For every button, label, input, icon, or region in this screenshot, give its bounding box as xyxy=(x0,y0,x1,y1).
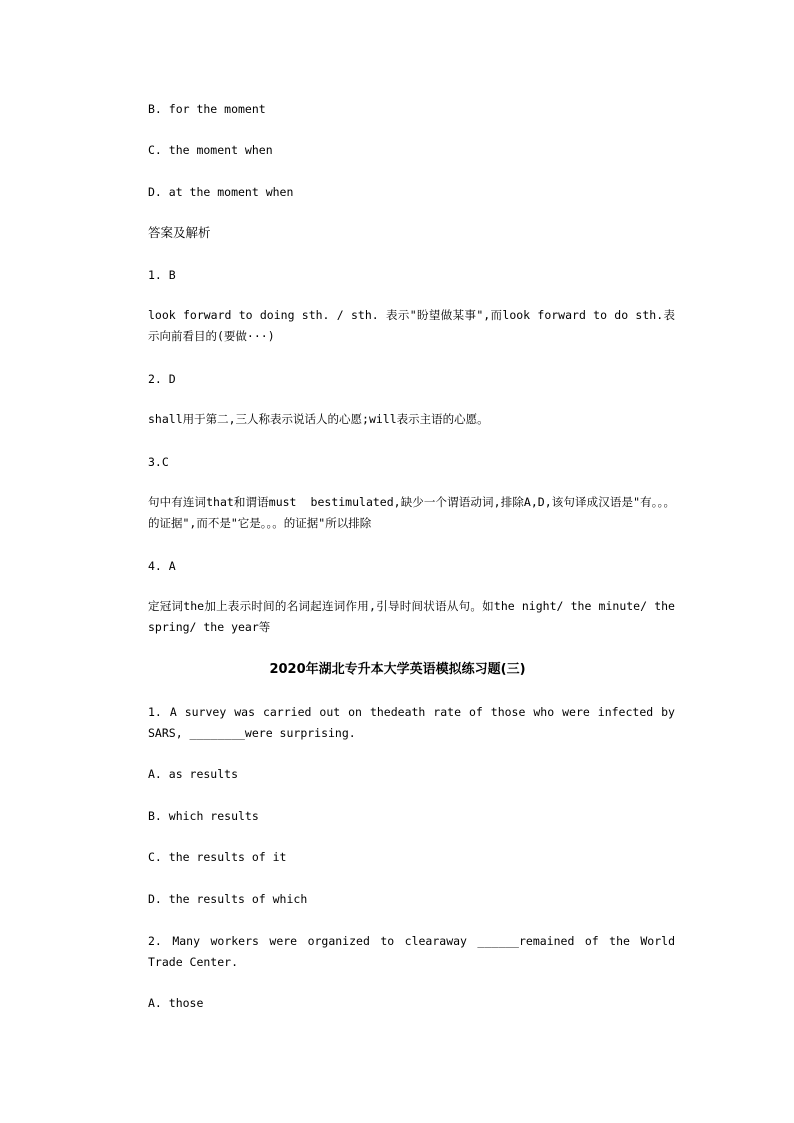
prev-option-c: C. the moment when xyxy=(148,143,273,157)
answer-3-label: 3.C xyxy=(148,455,169,469)
answer-1-text: look forward to doing sth. / sth. 表示"盼望做某事",而look forward to do sth.表示向前看目的(要做···) xyxy=(148,308,675,343)
answer-3-text: 句中有连词that和谓语must bestimulated,缺少一个谓语动词,排除A,D,该句译成汉语是"有。。。的证据",而不是"它是。。。的证据"所以排除 xyxy=(148,495,675,530)
answer-4-text: 定冠词the加上表示时间的名词起连词作用,引导时间状语从句。如the night/ the minute/ the spring/ the year等 xyxy=(148,599,682,634)
question-2-option-a: A. those xyxy=(148,996,204,1010)
section-title: 2020年湖北专升本大学英语模拟练习题(三) xyxy=(269,662,526,677)
answer-2-label: 2. D xyxy=(148,372,176,386)
question-1-text: 1. A survey was carried out on thedeath rate of those who were infected by SARS, ________were surprising. xyxy=(148,705,682,740)
prev-option-b: B. for the moment xyxy=(148,102,266,116)
answer-4-label: 4. A xyxy=(148,559,176,573)
answer-2-text: shall用于第二,三人称表示说话人的心愿;will表示主语的心愿。 xyxy=(148,412,489,426)
answers-heading: 答案及解析 xyxy=(148,225,211,240)
prev-option-d: D. at the moment when xyxy=(148,185,294,199)
answer-1-label: 1. B xyxy=(148,268,176,282)
question-1-option-d: D. the results of which xyxy=(148,892,308,906)
question-1-option-a: A. as results xyxy=(148,767,239,781)
question-1-option-c: C. the results of it xyxy=(148,850,287,864)
question-1-option-b: B. which results xyxy=(148,809,259,823)
question-2-text: 2. Many workers were organized to clearaway ______remained of the World Trade Center. xyxy=(148,934,682,969)
